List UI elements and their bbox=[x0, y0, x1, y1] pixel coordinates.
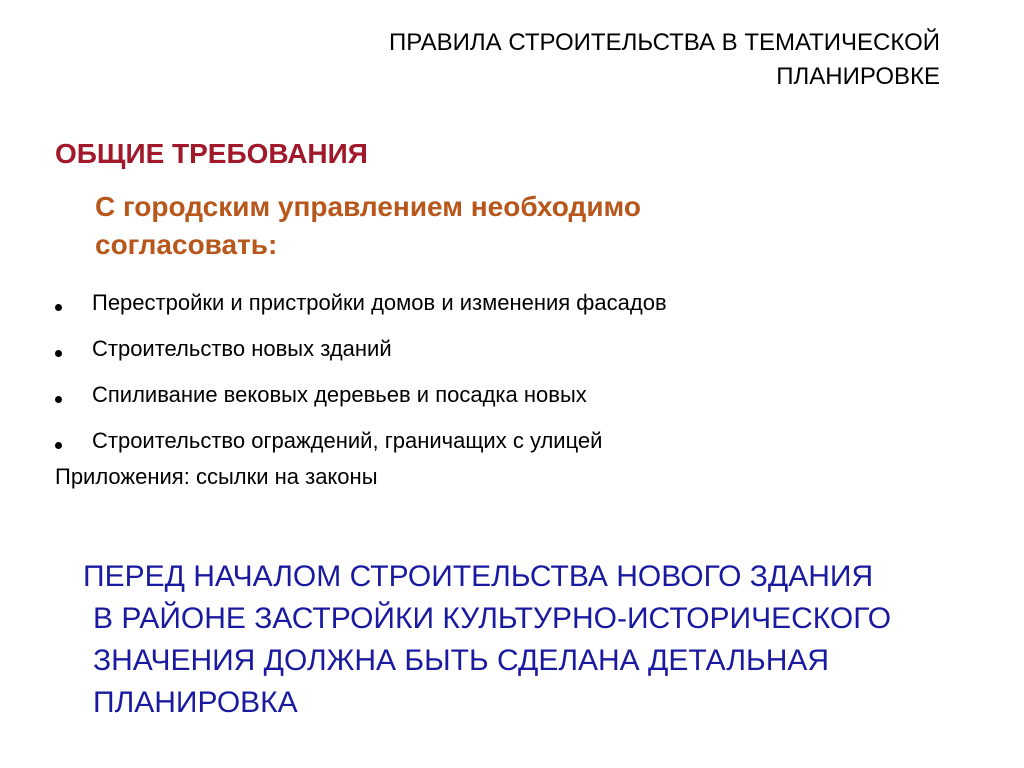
bullet-icon bbox=[55, 304, 62, 311]
list-item-text: Строительство новых зданий bbox=[92, 336, 392, 361]
bullet-icon bbox=[55, 350, 62, 357]
list-item-text: Перестройки и пристройки домов и изменения фасадов bbox=[92, 290, 667, 315]
list-item bbox=[55, 372, 667, 418]
note-text: ПЕРЕД НАЧАЛОМ СТРОИТЕЛЬСТВА НОВОГО ЗДАНИЯ В РАЙОНЕ ЗАСТРОЙКИ КУЛЬТУРНО-ИСТОРИЧЕСКОГО ЗНАЧЕНИЯ ДОЛЖНА БЫТЬ СДЕЛАНА ДЕТАЛЬНАЯ ПЛАНИРОВКА bbox=[83, 560, 892, 719]
requirements-list bbox=[55, 280, 667, 464]
list-item bbox=[55, 326, 667, 372]
appendix-text: Приложения: ссылки на законы bbox=[55, 464, 378, 489]
bullet-icon bbox=[55, 442, 62, 449]
intro-text: С городским управлением необходимо согласовать: bbox=[95, 191, 641, 260]
list-item bbox=[55, 418, 667, 464]
list-item-text: Строительство ограждений, граничащих с улицей bbox=[92, 428, 603, 453]
list-item-text: Спиливание вековых деревьев и посадка новых bbox=[92, 382, 587, 407]
slide-title: ПРАВИЛА СТРОИТЕЛЬСТВА В ТЕМАТИЧЕСКОЙ ПЛАНИРОВКЕ bbox=[388, 29, 940, 90]
bullet-icon bbox=[55, 396, 62, 403]
list-item bbox=[55, 280, 667, 326]
section-heading: ОБЩИЕ ТРЕБОВАНИЯ bbox=[55, 138, 368, 169]
